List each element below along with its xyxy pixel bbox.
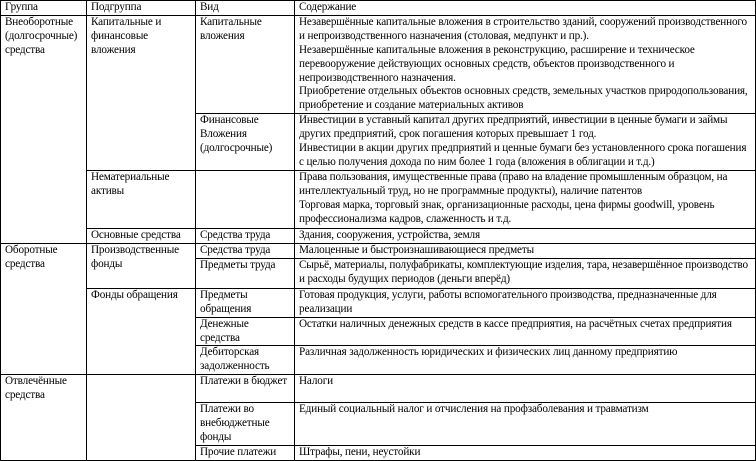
table-row xyxy=(1,170,756,228)
table-row xyxy=(1,375,756,403)
content-cell: Остатки наличных денежных средств в кассе предприятия, на расчётных счетах предприятия xyxy=(295,317,756,346)
type-cell: Дебиторская задолженность xyxy=(196,346,295,375)
content-paragraph: Инвестиции в уставный капитал других предприятий, инвестиции в ценные бумаги и займы других предприятий, срок погашения которых превышает 1 год. xyxy=(299,114,728,141)
type-cell: Платежи во внебюджетные фонды xyxy=(196,403,295,446)
content-cell: Налоги xyxy=(295,375,756,403)
header-type: Вид xyxy=(196,1,295,16)
type-cell: Средства труда xyxy=(196,228,295,243)
type-cell: Капитальные вложения xyxy=(196,15,295,113)
type-cell: Средства труда xyxy=(196,243,295,258)
content-paragraph: Незавершённые капитальные вложения в реконструкцию, расширение и техническое перевооружение действующих основных средств, объектов производственного и непроизводственного назначения. xyxy=(299,43,695,84)
content-cell xyxy=(295,170,756,228)
type-cell: Денежные средства xyxy=(196,317,295,346)
table-row xyxy=(1,243,756,258)
subgroup-cell: Производственные фонды xyxy=(87,243,196,288)
subgroup-cell: Капитальные и финансовые вложения xyxy=(87,15,196,170)
table-row xyxy=(1,228,756,243)
content-cell xyxy=(295,15,756,113)
content-paragraph: Торговая марка, торговый знак, организационные расходы, цена фирмы goodwill, уровень профессионализма кадров, слаженность и т.д. xyxy=(299,198,715,225)
group-cell: Внеоборотные (долгосрочные) средства xyxy=(1,15,87,243)
type-cell xyxy=(196,170,295,228)
type-cell: Платежи в бюджет xyxy=(196,375,295,403)
type-cell: Прочие платежи xyxy=(196,445,295,460)
table-row xyxy=(1,288,756,317)
content-cell: Здания, сооружения, устройства, земля xyxy=(295,228,756,243)
content-paragraph: Незавершённые капитальные вложения в строительство зданий, сооружений производственного и непроизводственного назначения (столовая, медпункт и пр.). xyxy=(299,15,747,42)
content-cell: Штрафы, пени, неустойки xyxy=(295,445,756,460)
content-cell: Готовая продукция, услуги, работы вспомогательного производства, предназначенные для реализации xyxy=(295,288,756,317)
type-cell: Предметы обращения xyxy=(196,288,295,317)
subgroup-cell: Фонды обращения xyxy=(87,288,196,374)
content-cell: Сырьё, материалы, полуфабрикаты, комплектующие изделия, тара, незавершённое производство и расходы будущих периодов (деньги вперёд) xyxy=(295,258,756,288)
content-cell: Малоценные и быстроизнашивающиеся предметы xyxy=(295,243,756,258)
content-paragraph: Приобретение отдельных объектов основных средств, земельных участков природопользования, приобретение и создание материальных активов xyxy=(299,85,748,112)
header-group: Группа xyxy=(1,1,87,16)
group-cell: Отвлечённые средства xyxy=(1,375,87,461)
content-cell: Различная задолженность юридических и физических лиц данному предприятию xyxy=(295,346,756,375)
type-cell: Финансовые Вложения (долгосрочные) xyxy=(196,114,295,171)
content-paragraph: Права пользования, имущественные права (право на владение промышленным образцом, на интеллектуальный труд, но не программные продукты), наличие патентов xyxy=(299,170,728,197)
header-subgroup: Подгруппа xyxy=(87,1,196,16)
content-cell: Единый социальный налог и отчисления на профзаболевания и травматизм xyxy=(295,403,756,446)
subgroup-cell: Нематериальные активы xyxy=(87,170,196,228)
type-cell: Предметы труда xyxy=(196,258,295,288)
group-cell: Оборотные средства xyxy=(1,243,87,374)
table-row xyxy=(1,15,756,113)
content-paragraph: Инвестиции в акции других предприятий и ценные бумаги без установленного срока погашения с целью получения дохода по ним более 1 года (вложения в облигации и т.д.) xyxy=(299,142,747,168)
content-cell xyxy=(295,114,756,171)
header-content: Содержание xyxy=(295,1,756,16)
subgroup-cell: Основные средства xyxy=(87,228,196,243)
subgroup-cell xyxy=(87,375,196,461)
header-row xyxy=(1,1,756,16)
